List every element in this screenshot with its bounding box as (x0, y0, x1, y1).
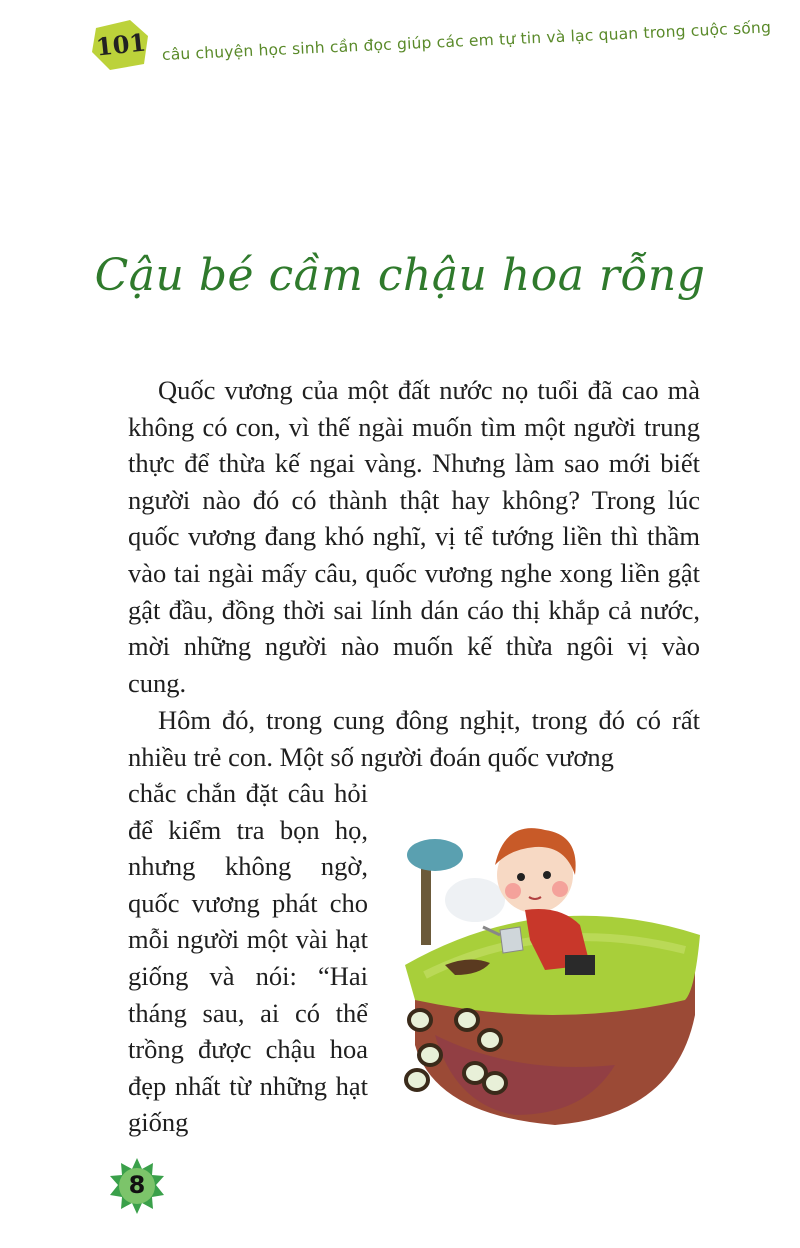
boy-planting-seeds-illustration (395, 815, 715, 1135)
page-number-badge (108, 1157, 166, 1215)
series-badge-number: 101 (94, 27, 148, 62)
story-title: Cậu bé cầm chậu hoa rỗng (94, 250, 706, 301)
paragraph-1: Quốc vương của một đất nước nọ tuổi đã cao mà không có con, vì thế ngài muốn tìm một người trung thực để thừa kế ngai vàng. Nhưng làm sao mới biết người nào đó có thành thật hay không? Trong lúc quốc vương đang khó nghĩ, vị tể tướng liền thì thầm vào tai ngài mấy câu, quốc vương nghe xong liền gật gật đầu, đồng thời sai lính dán cáo thị khắp cả nước, mời những người nào muốn kế thừa ngôi vị vào cung. (128, 375, 700, 698)
paragraph-2: Hôm đó, trong cung đông nghịt, trong đó có rất nhiều trẻ con. Một số người đoán quốc vương (128, 705, 700, 772)
series-title: câu chuyện học sinh cần đọc giúp các em tự tin và lạc quan trong cuộc sống (161, 18, 772, 64)
series-badge (90, 18, 152, 72)
page-number: 8 (128, 1171, 146, 1199)
paragraph-3: chắc chắn đặt câu hỏi để kiểm tra bọn họ, nhưng không ngờ, quốc vương phát cho mỗi người một vài hạt giống và nói: “Hai tháng sau, ai có thể trồng được chậu hoa đẹp nhất từ những hạt giống (128, 778, 368, 1138)
